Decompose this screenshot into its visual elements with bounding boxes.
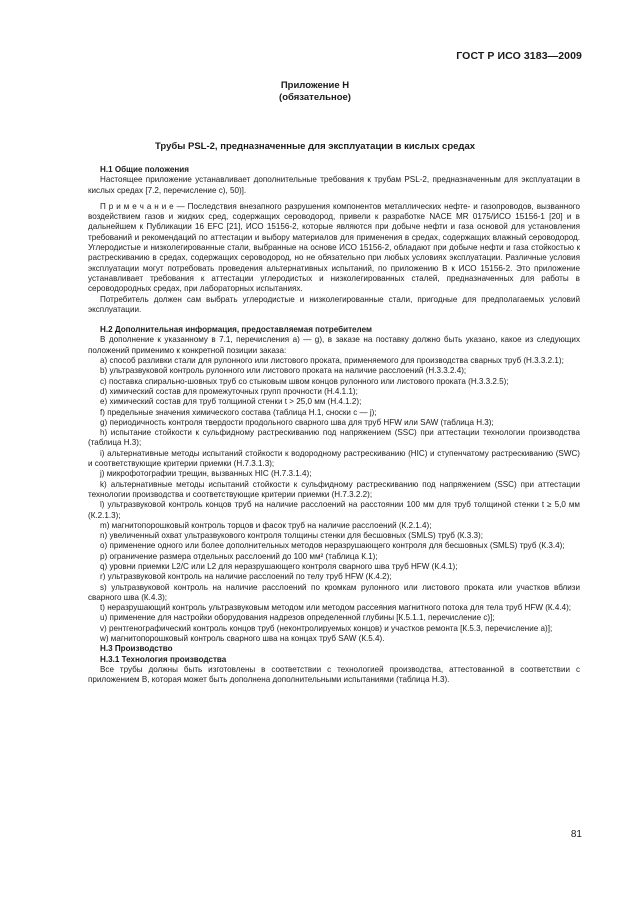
paragraph: Все трубы должны быть изготовлены в соответствии с технологией производства, аттестованной в соответствии с приложением В, которая может быть дополнена дополнительными испытаниями (таблица Н.3).	[88, 664, 580, 685]
list-item: j) микрофотографии трещин, вызванных HIC (Н.7.3.1.4);	[100, 469, 312, 479]
paragraph: Настоящее приложение устанавливает дополнительные требования к трубам PSL-2, предназначенным для эксплуатации в кислых средах [7.2, перечисление с), 50)].	[88, 175, 580, 195]
list-item: r) ультразвуковой контроль на наличие расслоений по телу труб HFW (К.4.2);	[100, 572, 392, 582]
list-item: v) рентгенографический контроль концов труб (неконтролируемых концов) и участков ремонта [К.5.3, перечисление а)];	[100, 623, 553, 633]
annex-status: (обязательное)	[279, 92, 351, 103]
note-paragraph: П р и м е ч а н и е — Последствия внезапного разрушения компонентов металлических нефте- и газопроводов, вызванного воздействием газов и жидких сред, содержащих сероводород, привели к разработке NACE MR 0175/ИСО 15156-1 [20] и в дальнейшем к Публикации 16 EFC [21], ИСО 15156-2, которые являются при добыче нефти и газа основой для установления требований и рекомендаций по аттестации и выбору материалов для применения в средах, содержащих влажный сероводород. Углеродистые и низколегированные стали, выбранные на основе ИСО 15156-2, обладают при добыче нефти и газа стойкостью к растрескиванию в средах, содержащих сероводород, но не обязательно при любых условиях эксплуатации. Различные условия эксплуатации могут потребовать проведения альтернативных испытаний, по приложению В к ИСО 15156-2. Это приложение устанавливает требования к аттестации углеродистых и низколегированных сталей, предназначенных для работы в сероводородных средах, при лабораторных испытаниях.	[88, 201, 580, 294]
list-item: u) применение для настройки оборудования надрезов определенной глубины [К.5.1.1, перечисление с)];	[100, 613, 495, 623]
list-item: l) ультразвуковой контроль концов труб на наличие расслоений на расстоянии 100 мм для труб толщиной стенки t ≥ 5,0 мм (К.2.1.3);	[88, 500, 580, 520]
list-item: w) магнитопорошковый контроль сварного шва на концах труб SAW (К.5.4).	[100, 634, 385, 644]
annex-title: Приложение Н	[280, 80, 350, 91]
list-item: e) химический состав для труб толщиной стенки t > 25,0 мм (Н.4.1.2);	[100, 397, 362, 407]
section-heading: Н.3 Производство	[100, 644, 173, 654]
section-heading: Н.2 Дополнительная информация, предоставляемая потребителем	[100, 325, 372, 335]
list-item: c) поставка спирально-шовных труб со стыковым швом концов рулонного или листового проката (Н.3.3.2.5);	[100, 376, 509, 386]
section-heading: Н.1 Общие положения	[100, 165, 189, 174]
list-item: a) способ разливки стали для рулонного или листового проката, применяемого для производства сварных труб (Н.3.3.2.1);	[100, 356, 564, 366]
subsection-heading: Н.3.1 Технология производства	[100, 654, 227, 664]
list-item: p) ограничение размера отдельных расслоений до 100 мм² (таблица К.1);	[100, 551, 378, 561]
list-item: t) неразрушающий контроль ультразвуковым методом или методом рассеяния магнитного потока для тела труб HFW (К.4.4);	[100, 603, 572, 613]
document-code-header: ГОСТ Р ИСО 3183—2009	[456, 50, 582, 62]
list-item: o) применение одного или более дополнительных методов неразрушающего контроля для бесшовных (SMLS) труб (К.3.4);	[100, 541, 565, 551]
list-item: h) испытание стойкости к сульфидному растрескиванию под напряжением (SSC) при аттестации технологии производства (таблица Н.3);	[88, 428, 580, 448]
list-item: d) химический состав для промежуточных групп прочности (Н.4.1.1);	[100, 386, 358, 396]
list-item: b) ультразвуковой контроль рулонного или листового проката на наличие расслоений (Н.3.3.2.4);	[100, 366, 467, 376]
paragraph: Потребитель должен сам выбрать углеродистые и низколегированные стали, пригодные для предполагаемых условий эксплуатации.	[88, 294, 580, 314]
main-title: Трубы PSL-2, предназначенные для эксплуатации в кислых средах	[154, 141, 476, 152]
page-number: 81	[570, 829, 582, 840]
list-item: n) увеличенный охват ультразвукового контроля толщины стенки для бесшовных (SMLS) труб (К.3.3);	[100, 531, 483, 541]
list-item: f) предельные значения химического состава (таблица Н.1, сноски с — j);	[100, 407, 377, 417]
document-body	[88, 165, 580, 686]
list-item: g) периодичность контроля твердости продольного сварного шва для труб HFW или SAW (таблица Н.3);	[100, 417, 494, 427]
paragraph: В дополнение к указанному в 7.1, перечисления а) — g), в заказе на поставку должно быть указано, какое из следующих положений применимо к конкретной позиции заказа:	[88, 335, 580, 355]
annex-heading	[0, 80, 630, 104]
list-item: m) магнитопорошковый контроль торцов и фасок труб на наличие расслоений (К.2.1.4);	[100, 520, 432, 530]
list-item: i) альтернативные методы испытаний стойкости к водородному растрескиванию (HIC) и ступенчатому растрескиванию (SWC) и соответствующие критерии приемки (Н.7.3.1.3);	[88, 448, 580, 469]
list-item: q) уровни приемки L2/C или L2 для неразрушающего контроля сварного шва труб HFW (К.4.1);	[100, 561, 458, 571]
list-item: s) ультразвуковой контроль на наличие расслоений по кромкам рулонного или листового проката или участков вблизи сварного шва (К.4.3);	[88, 582, 580, 602]
list-item: k) альтернативные методы испытаний стойкости к сульфидному растрескиванию под напряжением (SSC) при аттестации технологии производства и соответствующие критерии приемки (Н.7.3.2.2);	[88, 479, 580, 499]
